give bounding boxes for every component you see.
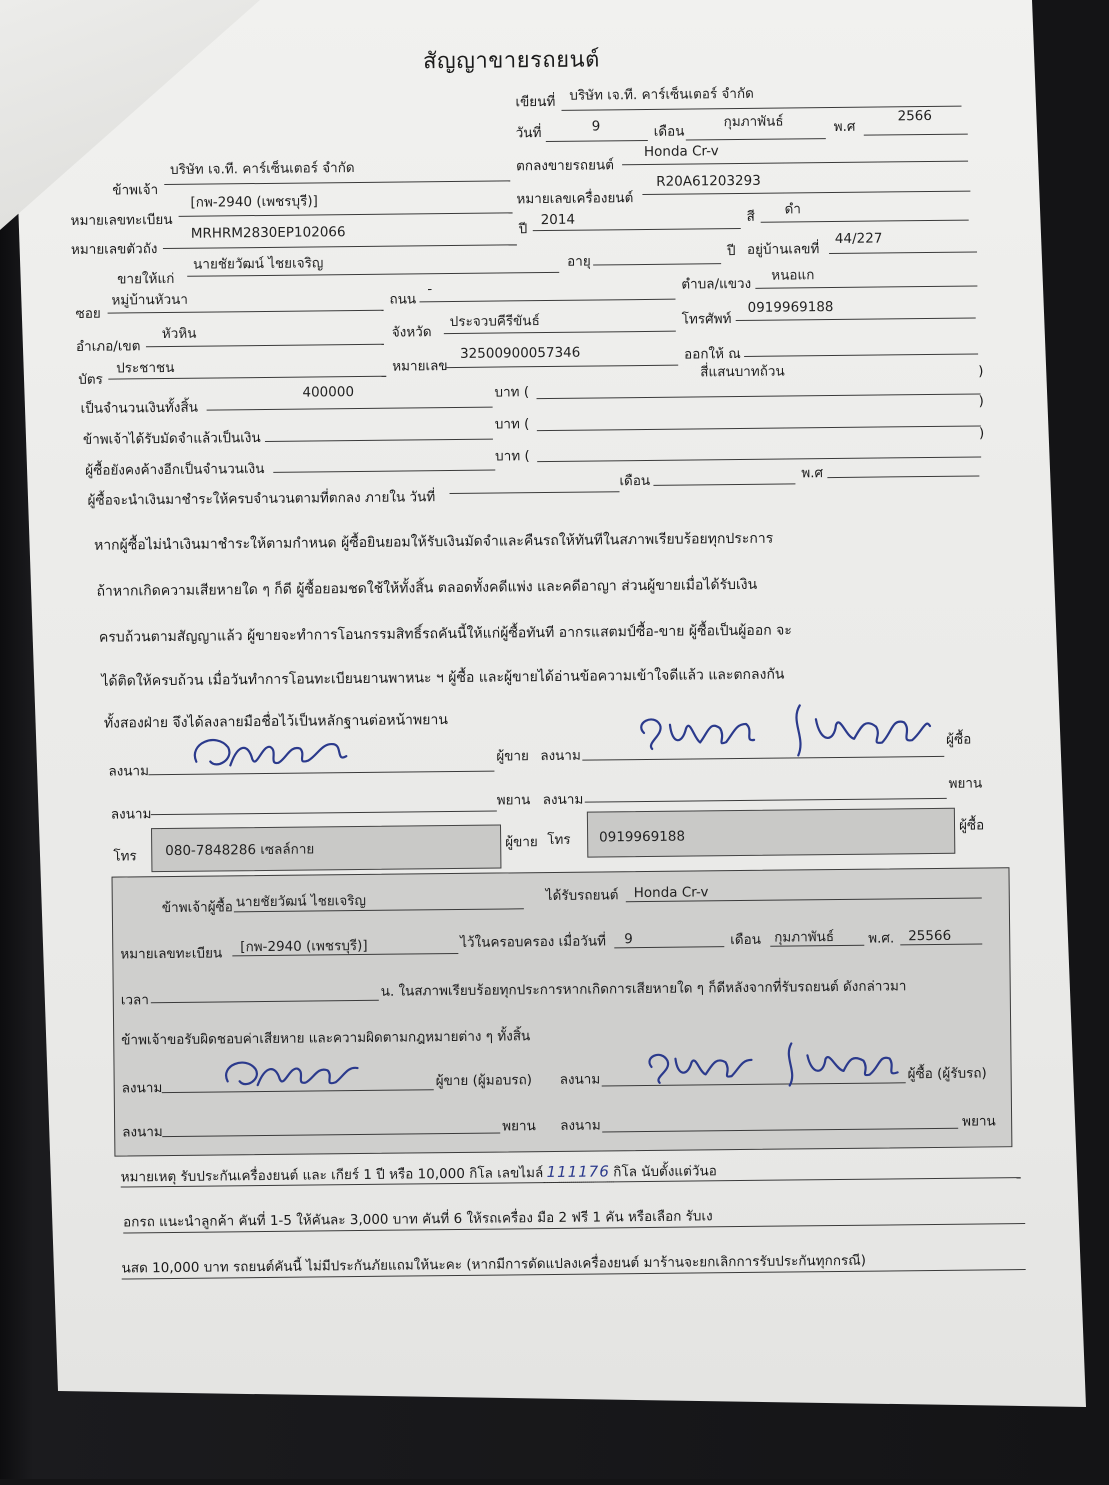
phone-line (736, 318, 976, 322)
agree-sell-label: ตกลงขายรถยนต์ (516, 157, 615, 175)
remarks-prefix: หมายเหตุ รับประกันเครื่องยนต์ และ เกียร์ 1 ปี หรือ 10,000 กิโล เลขไมล์ (120, 1165, 544, 1186)
witness1-sign-line (151, 811, 497, 816)
deposit-line (265, 439, 493, 442)
possession-label: ไว้ในครอบครอง เมื่อวันที่ (460, 933, 607, 951)
mileage-value: 111176 (543, 1161, 613, 1183)
id-number-line (446, 365, 678, 368)
year-value: 2566 (897, 107, 933, 125)
total-words-value: สี่แสนบาทถ้วน (700, 363, 785, 381)
seller-sign-label: ลงนาม (108, 763, 150, 780)
remaining-line (273, 470, 495, 473)
giver-role-label: ผู้ขาย (ผู้มอบรถ) (435, 1072, 533, 1090)
day-line (546, 140, 648, 142)
chassis-value: MRHRM2830EP102066 (190, 224, 346, 242)
engine-line (642, 191, 970, 195)
month-line (686, 138, 826, 140)
seller-phone-value: 080-7848286 เซลล์กาย (165, 841, 315, 860)
id-number-value: 32500900057346 (459, 344, 581, 362)
due-month-line (653, 483, 795, 485)
buyer-phone-label: โทร (547, 831, 571, 849)
card-label: บัตร (78, 371, 103, 388)
soi-line (108, 310, 384, 314)
possession-day-value: 9 (624, 931, 633, 948)
engine-value: R20A61203293 (656, 172, 761, 190)
remarks-line-1 (121, 1157, 1021, 1187)
total-close-paren: ) (978, 363, 984, 380)
terms-line-2: ถ้าหากเกิดความเสียหายใด ๆ ก็ดี ผู้ซื้อยอมชดใช้ให้ทั้งสิ้น ตลอดทั้งคดีแพ่ง และคดีอาญา ส่วนผู้ขายเมื่อได้รับเงิน (96, 576, 758, 600)
id-number-label: หมายเลข (392, 358, 448, 375)
buyer-sign-label: ลงนาม (540, 747, 581, 765)
buyer-signature (630, 696, 951, 763)
total-words-line (537, 393, 981, 399)
road-line (420, 299, 676, 303)
buyer-name-line (187, 272, 559, 277)
district-label: อำเภอ/เขต (75, 338, 141, 355)
buyer-role-label: ผู้ซื้อ (946, 731, 972, 748)
house-no-line (829, 252, 977, 255)
year-line (864, 134, 968, 136)
house-no-label: อยู่บ้านเลขที่ (746, 241, 820, 258)
road-value: - (427, 281, 433, 298)
terms-line-3: ครบถ้วนตามสัญญาแล้ว ผู้ขายจะทำการโอนกรรมสิทธิ์รถคันนี้ให้แก่ผู้ซื้อทันที อากรแสตมป์ซื้อ-ขาย ผู้ซื้อเป็นผู้ออก จะ (98, 622, 792, 646)
date-label: วันที่ (515, 125, 542, 142)
receipt-year-value: 25566 (908, 927, 952, 945)
soi-label: ซอย (75, 305, 101, 322)
engine-label: หมายเลขเครื่องยนต์ (516, 190, 634, 208)
receipt-witness1-role-label: พยาน (502, 1118, 536, 1135)
remaining-label: ผู้ซื้อยังคงค้างอีกเป็นจำนวนเงิน (85, 460, 265, 479)
terms-line-5: ทั้งสองฝ่าย จึงได้ลงลายมือชื่อไว้เป็นหลักฐานต่อหน้าพยาน (103, 712, 448, 732)
due-year-label: พ.ศ (801, 465, 824, 482)
witness1-role-label: พยาน (496, 792, 531, 809)
giver-signature (217, 1050, 367, 1098)
receipt-witness1-sign-label: ลงนาม (122, 1124, 163, 1141)
seller-phone-label: โทร (113, 848, 137, 865)
remarks-line-2: อกรถ แนะนำลูกค้า คันที่ 1-5 ให้คันละ 3,000 บาท คันที่ 6 ให้รถเครื่อง มือ 2 ฟรี 1 คัน หรือเลือก รับเง (123, 1203, 1025, 1233)
total-label: เป็นจำนวนเงินทั้งสิ้น (80, 399, 199, 417)
total-line (207, 407, 493, 411)
deposit-words-line (537, 425, 981, 431)
remaining-close-paren: ) (978, 425, 985, 442)
plate-label: หมายเลขทะเบียน (70, 211, 173, 229)
receiver-signature (639, 1036, 910, 1091)
remaining-words-line (537, 456, 981, 462)
year-label: พ.ศ (833, 118, 856, 135)
received-car-label: ได้รับรถยนต์ (545, 887, 619, 905)
receipt-month-label: เดือน (730, 931, 762, 949)
district-value: หัวหิน (161, 325, 197, 343)
card-value: ประชาชน (116, 359, 175, 377)
condition-text: น. ในสภาพเรียบร้อยทุกประการหากเกิดการเสียหายใด ๆ ก็ดีหลังจากที่รับรถยนต์ ดังกล่าวมา (380, 978, 907, 1000)
card-line (108, 376, 386, 380)
witness2-sign-line (585, 798, 947, 803)
buyer-phone-role-label: ผู้ซื้อ (958, 817, 985, 834)
due-day-line (450, 491, 620, 494)
age-years-label: ปี (726, 243, 736, 260)
receipt-buyer-value: นายชัยวัฒน์ ไชยเจริญ (235, 892, 367, 911)
seller-phone-role-label: ผู้ขาย (505, 834, 538, 851)
buyer-phone-value: 0919969188 (599, 828, 686, 846)
model-line (622, 161, 968, 166)
due-year-line (827, 475, 979, 478)
written-at-label: เขียนที่ (515, 93, 556, 111)
witness2-role-label: พยาน (948, 775, 983, 792)
witness1-sign-label: ลงนาม (110, 806, 152, 823)
deposit-label: ข้าพเจ้าได้รับมัดจำแล้วเป็นเงิน (82, 430, 261, 448)
liability-text: ข้าพเจ้าขอรับผิดชอบค่าเสียหาย และความผิดตามกฎหมายต่าง ๆ ทั้งสิ้น (121, 1028, 531, 1049)
house-no-value: 44/227 (834, 230, 883, 247)
receiver-sign-label: ลงนาม (559, 1071, 601, 1088)
color-value: ดำ (784, 201, 802, 218)
total-value: 400000 (302, 384, 355, 401)
receipt-year-label: พ.ศ. (868, 930, 895, 947)
receiver-role-label: ผู้ซื้อ (ผู้รับรถ) (907, 1065, 987, 1083)
plate-line (179, 212, 513, 216)
age-line (593, 263, 721, 265)
seller-value: บริษัท เจ.ที. คาร์เซ็นเตอร์ จำกัด (170, 160, 355, 178)
receipt-plate-label: หมายเลขทะเบียน (120, 945, 223, 963)
receipt-month-value: กุมภาพันธ์ (774, 929, 835, 946)
received-car-value: Honda Cr-v (633, 884, 709, 902)
remaining-baht-label: บาท ( (495, 448, 530, 465)
due-month-label: เดือน (619, 472, 651, 490)
seller-signature (186, 724, 357, 782)
remarks-line-3: ินสด 10,000 บาท รถยนต์คันนี้ ไม่มีประกันภัยแถมให้นะคะ (หากมีการดัดแปลงเครื่องยนต์ มาร้านจะยกเลิกการรับประกันทุกกรณี) (122, 1249, 1026, 1279)
deposit-close-paren: ) (978, 393, 984, 410)
color-line (761, 220, 969, 223)
day-value: 9 (591, 118, 601, 135)
buyer-name-value: นายชัยวัฒน์ ไชยเจริญ (193, 255, 324, 273)
terms-line-4: ได้ติดให้ครบถ้วน เมื่อวันทำการโอนทะเบียนยานพาหนะ ฯ ผู้ซื้อ และผู้ขายได้อ่านข้อความเข้าใจดีแล้ว และตกลงกัน (101, 666, 785, 690)
time-label: เวลา (120, 992, 149, 1009)
vehicle-year-value: 2014 (540, 211, 576, 229)
receipt-witness2-role-label: พยาน (962, 1113, 996, 1130)
month-label: เดือน (653, 123, 685, 140)
month-value: กุมภาพันธ์ (723, 113, 784, 131)
deposit-baht-label: บาท ( (494, 416, 530, 433)
contract-title: สัญญาขายรถยนต์ (422, 47, 601, 75)
receipt-plate-value: [กพ-2940 (เพชรบุรี)] (240, 937, 368, 956)
subdistrict-label: ตำบล/แขวง (681, 275, 752, 293)
phone-label: โทรศัพท์ (681, 311, 732, 328)
written-at-value: บริษัท เจ.ที. คาร์เซ็นเตอร์ จำกัด (569, 85, 754, 104)
receipt-buyer-label: ข้าพเจ้าผู้ซื้อ (161, 899, 233, 917)
district-line (146, 344, 384, 347)
chassis-line (163, 244, 517, 249)
due-date-label: ผู้ซื้อจะนำเงินมาชำระให้ครบจำนวนตามที่ตกลง ภายใน วันที่ (87, 489, 436, 509)
age-label: อายุ (567, 253, 591, 270)
vehicle-year-label: ปี (518, 221, 528, 238)
issued-at-label: ออกให้ ณ (683, 345, 741, 363)
giver-sign-label: ลงนาม (121, 1080, 163, 1097)
subdistrict-line (755, 286, 977, 289)
model-value: Honda Cr-v (643, 143, 719, 160)
phone-value: 0919969188 (747, 299, 834, 316)
vehicle-year-line (533, 228, 741, 231)
province-label: จังหวัด (391, 324, 432, 341)
total-baht-label: บาท ( (494, 384, 530, 401)
chassis-label: หมายเลขตัวถัง (70, 241, 158, 258)
seller-role-label: ผู้ขาย (496, 748, 529, 765)
sell-to-label: ขายให้แก่ (117, 270, 175, 288)
province-value: ประจวบคีรีขันธ์ (449, 313, 540, 331)
receipt-witness2-sign-label: ลงนาม (560, 1117, 601, 1134)
subdistrict-value: หนอแก (771, 267, 815, 284)
road-label: ถนน (389, 291, 417, 308)
terms-line-1: หากผู้ซื้อไม่นำเงินมาชำระให้ตามกำหนด ผู้ซื้อยินยอมให้รับเงินมัดจำและคืนรถให้ทันทีในสภาพเรียบร้อยทุกประการ (93, 530, 774, 554)
issued-at-line (744, 353, 978, 356)
plate-value: [กพ-2940 (เพชรบุรี)] (190, 193, 318, 211)
color-label: สี (746, 208, 755, 225)
seller-label: ข้าพเจ้า (112, 182, 159, 199)
province-line (444, 331, 676, 334)
remarks-suffix: กิโล นับตั้งแต่วันอ (613, 1163, 717, 1181)
seller-line (164, 180, 510, 185)
soi-value: หมู่บ้านหัวนา (111, 291, 189, 309)
witness2-sign-label: ลงนาม (542, 791, 584, 809)
